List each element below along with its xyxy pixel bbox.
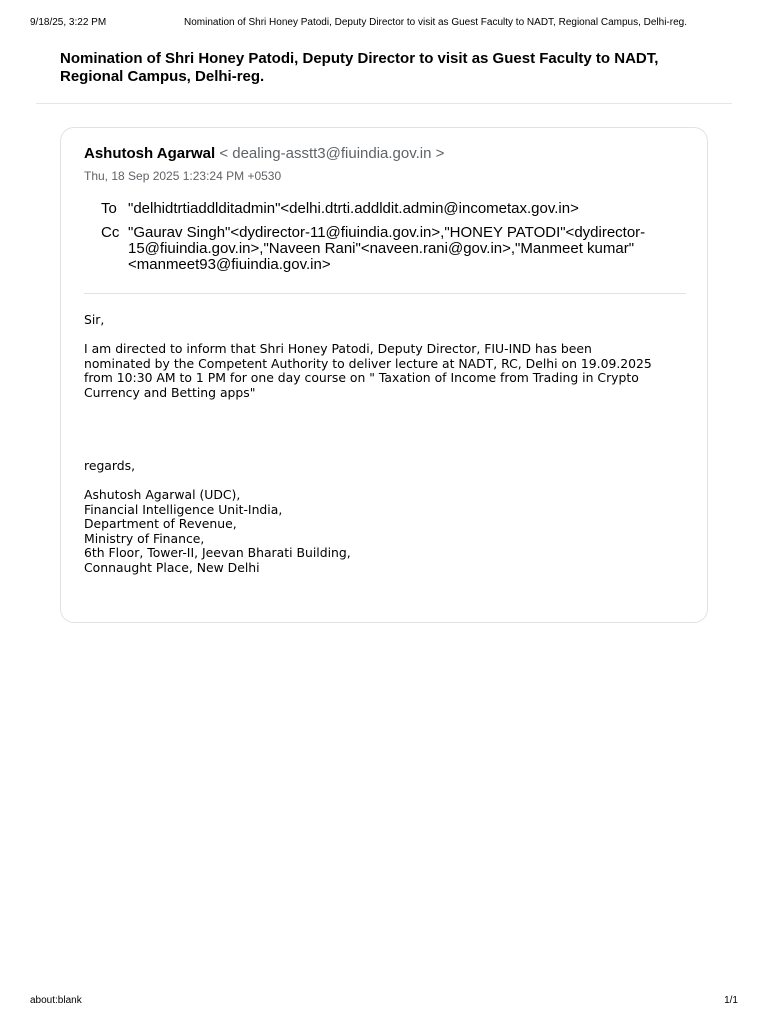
- subject-divider: [36, 103, 732, 104]
- to-label: To: [101, 200, 117, 217]
- signature-block: [84, 488, 351, 576]
- signature-line: Ministry of Finance,: [84, 530, 205, 546]
- message-date: Thu, 18 Sep 2025 1:23:24 PM +0530: [84, 169, 282, 183]
- cc-line: <manmeet93@fiuindia.gov.in>: [128, 256, 331, 273]
- salutation: Sir,: [84, 312, 105, 327]
- signature-line: Department of Revenue,: [84, 516, 237, 532]
- signature-line: Financial Intelligence Unit-India,: [84, 501, 283, 517]
- to-recipients[interactable]: "delhidtrtiaddlditadmin"<delhi.dtrti.addldit.admin@incometax.gov.in>: [128, 200, 579, 217]
- body-line: from 10:30 AM to 1 PM for one day course on " Taxation of Income from Trading in Crypto: [84, 370, 639, 386]
- signature-line: 6th Floor, Tower-II, Jeevan Bharati Building,: [84, 545, 351, 561]
- print-datetime: 9/18/25, 3:22 PM: [30, 17, 107, 28]
- print-page-number: 1/1: [724, 995, 738, 1006]
- sender-line: [84, 145, 444, 163]
- signature-line: Connaught Place, New Delhi: [84, 559, 260, 575]
- sender-name: Ashutosh Agarwal: [84, 145, 216, 162]
- header-body-divider: [84, 293, 686, 294]
- print-footer-url: about:blank: [30, 995, 82, 1006]
- sender-email[interactable]: < dealing-asstt3@fiuindia.gov.in >: [219, 145, 445, 162]
- cc-recipients[interactable]: [128, 225, 668, 273]
- message-card: [60, 127, 708, 623]
- regards: regards,: [84, 458, 136, 473]
- signature-line: Ashutosh Agarwal (UDC),: [84, 487, 241, 502]
- cc-line: 15@fiuindia.gov.in>,"Naveen Rani"<naveen.rani@gov.in>,"Manmeet kumar": [128, 240, 635, 257]
- print-header: [30, 17, 738, 31]
- body-line: nominated by the Competent Authority to deliver lecture at NADT, RC, Delhi on 19.09.2025: [84, 355, 652, 371]
- print-page-title: Nomination of Shri Honey Patodi, Deputy Director to visit as Guest Faculty to NADT, Regional Campus, Delhi-reg.: [184, 17, 687, 28]
- message-body: [84, 342, 684, 400]
- email-subject: Nomination of Shri Honey Patodi, Deputy Director to visit as Guest Faculty to NADT, Regional Campus, Delhi-reg.: [60, 50, 659, 85]
- cc-label: Cc: [101, 224, 120, 241]
- body-line: Currency and Betting apps": [84, 384, 256, 400]
- cc-line: "Gaurav Singh"<dydirector-11@fiuindia.gov.in>,"HONEY PATODI"<dydirector-: [128, 224, 646, 241]
- body-line: I am directed to inform that Shri Honey Patodi, Deputy Director, FIU-IND has been: [84, 341, 592, 356]
